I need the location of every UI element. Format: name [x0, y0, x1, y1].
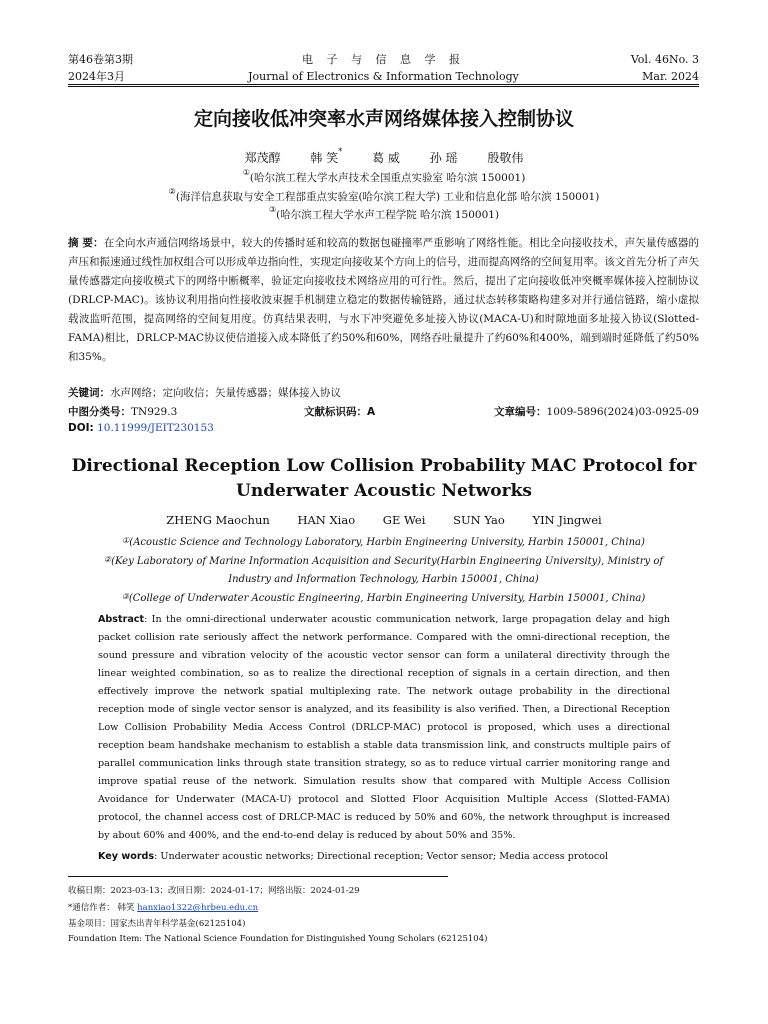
author-cn: 韩 笑*: [310, 147, 343, 165]
corresponding-author: *通信作者： 韩笑 hanxiao1322@hrbeu.edu.cn: [68, 903, 259, 913]
doi-line: [68, 422, 699, 434]
author-cn: 孙 瑶: [429, 151, 458, 165]
abstract-en: [98, 611, 670, 845]
affiliation-cn: ②(海洋信息获取与安全工程部重点实验室(哈尔滨工程大学) 工业和信息化部 哈尔滨 150001): [168, 187, 600, 203]
authors-cn: [0, 149, 768, 166]
keywords-cn: 关键词：水声网络；定向收信；矢量传感器；媒体接入协议: [68, 387, 341, 399]
abstract-en-label: Abstract: [98, 614, 145, 625]
header-right: [631, 51, 699, 85]
author-en: GE Wei: [382, 513, 426, 527]
affiliation-en: ①(Acoustic Science and Technology Laboratory, Harbin Engineering University, Harbin 150001, China): [122, 536, 645, 548]
authors-en: [0, 513, 768, 527]
title-en: Directional Reception Low Collision Probability MAC Protocol for Underwater Acoustic Networks: [71, 456, 697, 501]
date-en: Mar. 2024: [642, 70, 699, 83]
volume-cn: 第46卷第3期: [68, 53, 133, 66]
footnote-rule: [68, 876, 448, 877]
abstract-cn-text: 在全向水声通信网络场景中，较大的传播时延和较高的数据包碰撞率严重影响了网络性能。相比全向接收技术，声矢量传感器的声压和振速通过线性加权组合可以形成单边指向性，实现定向接收某个方向上的信号，进而提高网络的空间复用率。该文首先分析了声矢量传感器定向接收模式下的网络中断概率，验证定向接收技术网络应用的可行性。然后，提出了定向接收低冲突概率媒体接入控制协议(DRLCP-MAC)。该协议利用指向性接收波束握手机制建立稳定的数据传输链路，通过状态转移策略构建多对并行通信链路，缩小虚拟载波监听范围，提高网络的空间复用度。仿真结果表明，与水下冲突避免多址接入协议(MACA-U)和时隙地面多址接入协议(Slotted-FAMA)相比，DRLCP-MAC协议使信道接入成本降低了约50%和60%，网络吞吐量提升了约60%和400%，端到端时延降低了约50%和35%。: [68, 237, 699, 363]
abstract-en-text: : In the omni-directional underwater acoustic communication network, large propagation delay and high packet collision rate seriously affect the network performance. Compared with the omni-directional reception, the sound pressure and vibration velocity of the acoustic vector sensor can form a unilateral directivity through the linear weighted combination, so as to realize the directional reception of signals in a certain direction, and then effectively improve the network spatial multiplexing rate. The network outage probability in the directional reception mode of single vector sensor is analyzed, and its feasibility is also verified. Then, a Directional Reception Low Collision Probability Media Access Control (DRLCP-MAC) protocol is proposed, which uses a directional reception beam handshake mechanism to establish a stable data transmission link, and constructs multiple pairs of parallel communication links through state transition strategy, so as to reduce virtual carrier monitoring range and improve spatial reuse of the network. Simulation results show that compared with Multiple Access Collision Avoidance for Underwater (MACA-U) protocol and Slotted Floor Acquisition Multiple Access (Slotted-FAMA) protocol, the channel access cost of DRLCP-MAC is reduced by 50% and 60%, the network throughput is increased by about 60% and 400%, and the end-to-end delay is reduced by about 50% and 35%.: [98, 614, 670, 841]
affiliation-cn: ①(哈尔滨工程大学水声技术全国重点实验室 哈尔滨 150001): [242, 168, 526, 184]
journal-name-en: Journal of Electronics & Information Technology: [248, 70, 519, 83]
corresponding-mark: *: [338, 147, 343, 156]
author-en: SUN Yao: [453, 513, 505, 527]
keywords-en: Key words: Underwater acoustic networks; Directional reception; Vector sensor; Media access protocol: [98, 851, 609, 862]
title-cn: 定向接收低冲突率水声网络媒体接入控制协议: [193, 108, 574, 130]
abstract-cn-label: 摘 要：: [68, 237, 104, 249]
fund-cn: 基金项目：国家杰出青年科学基金(62125104): [68, 919, 246, 929]
date-cn: 2024年3月: [68, 70, 125, 83]
fund-en: Foundation Item: The National Science Foundation for Distinguished Young Scholars (62125104): [68, 934, 488, 944]
affiliation-en: ③(College of Underwater Acoustic Engineering, Harbin Engineering University, Harbin 150001, China): [121, 592, 646, 604]
affiliation-en-continued: Industry and Information Technology, Harbin 150001, China): [228, 574, 539, 585]
author-en: HAN Xiao: [297, 513, 356, 527]
header-rule-top: [68, 84, 699, 85]
clc-number: 中图分类号：TN929.3: [68, 406, 178, 418]
volume-en: Vol. 46No. 3: [630, 53, 699, 66]
author-cn: 殷敬伟: [487, 151, 524, 165]
doi-label: DOI:: [68, 422, 94, 434]
received-dates: 收稿日期：2023-03-13；改回日期：2024-01-17；网络出版：2024-01-29: [68, 886, 360, 896]
doi-link[interactable]: 10.11999/JEIT230153: [97, 422, 214, 434]
journal-name-cn: 电 子 与 信 息 学 报: [302, 53, 465, 66]
header-rule-bottom: [68, 86, 699, 87]
document-code: 文献标识码：A: [304, 406, 376, 418]
author-en: YIN Jingwei: [532, 513, 602, 527]
author-cn: 葛 威: [372, 151, 400, 165]
abstract-cn: [68, 234, 699, 367]
affiliation-cn: ③(哈尔滨工程大学水声工程学院 哈尔滨 150001): [268, 205, 500, 221]
email-link[interactable]: hanxiao1322@hrbeu.edu.cn: [137, 903, 259, 913]
article-number: 文章编号：1009-5896(2024)03-0925-09: [494, 406, 699, 418]
affiliation-en: ②(Key Laboratory of Marine Information Acquisition and Security(Harbin Engineering University), Ministry of: [103, 555, 664, 567]
author-en: ZHENG Maochun: [166, 513, 270, 527]
author-cn: 郑茂醇: [244, 151, 281, 165]
header-center: [68, 51, 699, 85]
